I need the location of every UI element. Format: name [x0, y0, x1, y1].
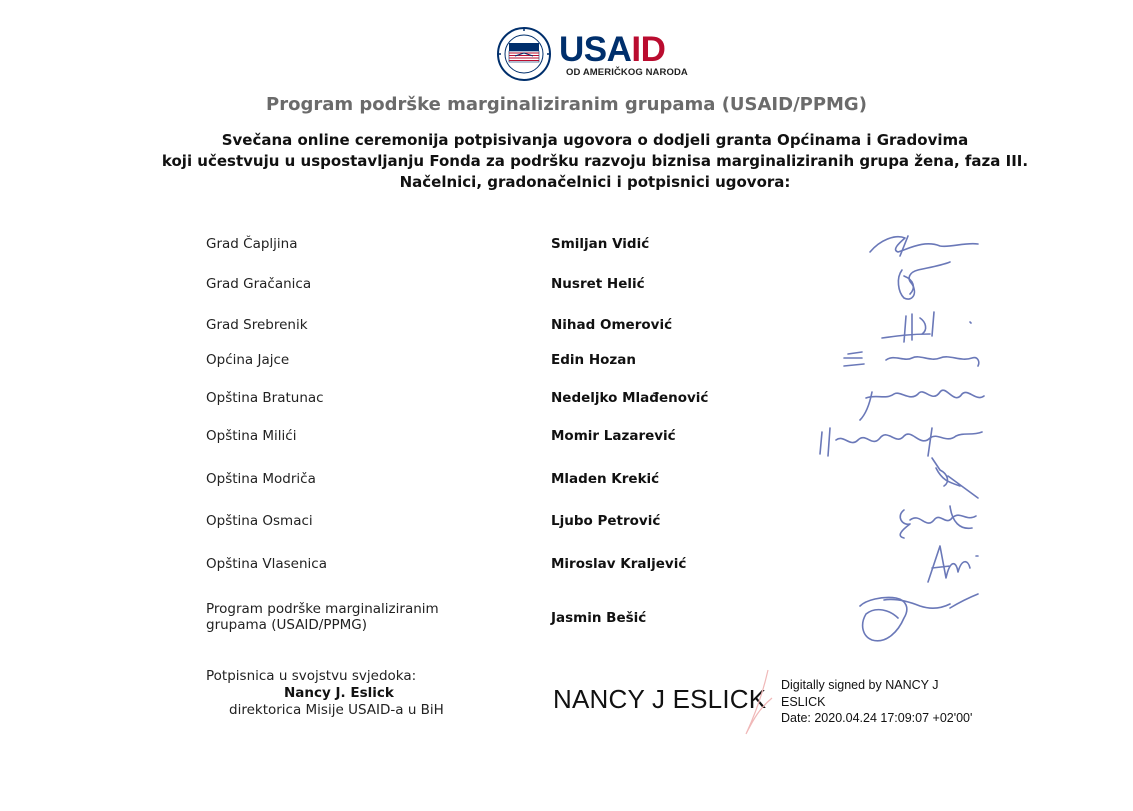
signer-name: Momir Lazarević [551, 428, 676, 444]
witness-role: direktorica Misije USAID-a u BiH [229, 702, 444, 718]
program-title: Program podrške marginaliziranim grupama (USAID/PPMG) [266, 94, 867, 115]
signer-name: Miroslav Kraljević [551, 556, 687, 572]
signer-name: Edin Hozan [551, 352, 636, 368]
subtitle-line-1: Svečana online ceremonija potpisivanja ugovora o dodjeli granta Općinama i Gradovima [221, 131, 969, 149]
usaid-wordmark: USAID [559, 30, 666, 69]
signer-name: Mladen Krekić [551, 471, 660, 487]
digital-signature-info [781, 677, 972, 727]
usaid-logo [495, 26, 695, 82]
program-signer-name: Jasmin Bešić [551, 610, 647, 626]
municipality-label: Opština Modriča [206, 471, 316, 487]
signer-name: Nihad Omerović [551, 317, 673, 333]
signer-name: Ljubo Petrović [551, 513, 661, 529]
witness-label: Potpisnica u svojstvu svjedoka: [206, 668, 417, 684]
municipality-label: Opština Osmaci [206, 513, 313, 529]
witness-block [206, 668, 444, 719]
digital-signature-line-2: ESLICK [781, 694, 826, 709]
municipality-label: Opština Bratunac [206, 390, 324, 406]
witness-name: Nancy J. Eslick [284, 685, 394, 701]
signer-name: Nusret Helić [551, 276, 645, 292]
program-label-line-2: grupama (USAID/PPMG) [206, 617, 368, 633]
municipality-label: Općina Jajce [206, 352, 290, 368]
municipality-label: Grad Gračanica [206, 276, 312, 292]
signature-icon [800, 588, 1000, 658]
municipality-label: Opština Milići [206, 428, 297, 444]
municipality-label: Opština Vlasenica [206, 556, 327, 572]
digital-signature-date: Date: 2020.04.24 17:09:07 +02'00' [781, 711, 973, 725]
usaid-tagline: OD AMERIČKOG NARODA [566, 67, 688, 78]
municipality-label: Grad Srebrenik [206, 317, 308, 333]
subtitle-line-3: Načelnici, gradonačelnici i potpisnici ugovora: [399, 173, 791, 191]
municipality-label: Grad Čapljina [206, 236, 298, 252]
subtitle-line-2: koji učestvuju u uspostavljanju Fonda za podršku razvoju biznisa marginaliziranih grupa žena, faza III. [161, 152, 1029, 170]
digital-signature-mark-icon [738, 668, 778, 738]
digital-signature-name: NANCY J ESLICK [553, 684, 767, 714]
program-label-line-1: Program podrške marginaliziranim [206, 601, 439, 617]
ceremony-subtitle [0, 130, 1133, 193]
signer-name: Smiljan Vidić [551, 236, 650, 252]
digital-signature-line-1: Digitally signed by NANCY J [781, 678, 939, 692]
usaid-seal-icon [495, 26, 553, 82]
signer-name: Nedeljko Mlađenović [551, 390, 709, 406]
program-municipality-label [206, 601, 439, 633]
